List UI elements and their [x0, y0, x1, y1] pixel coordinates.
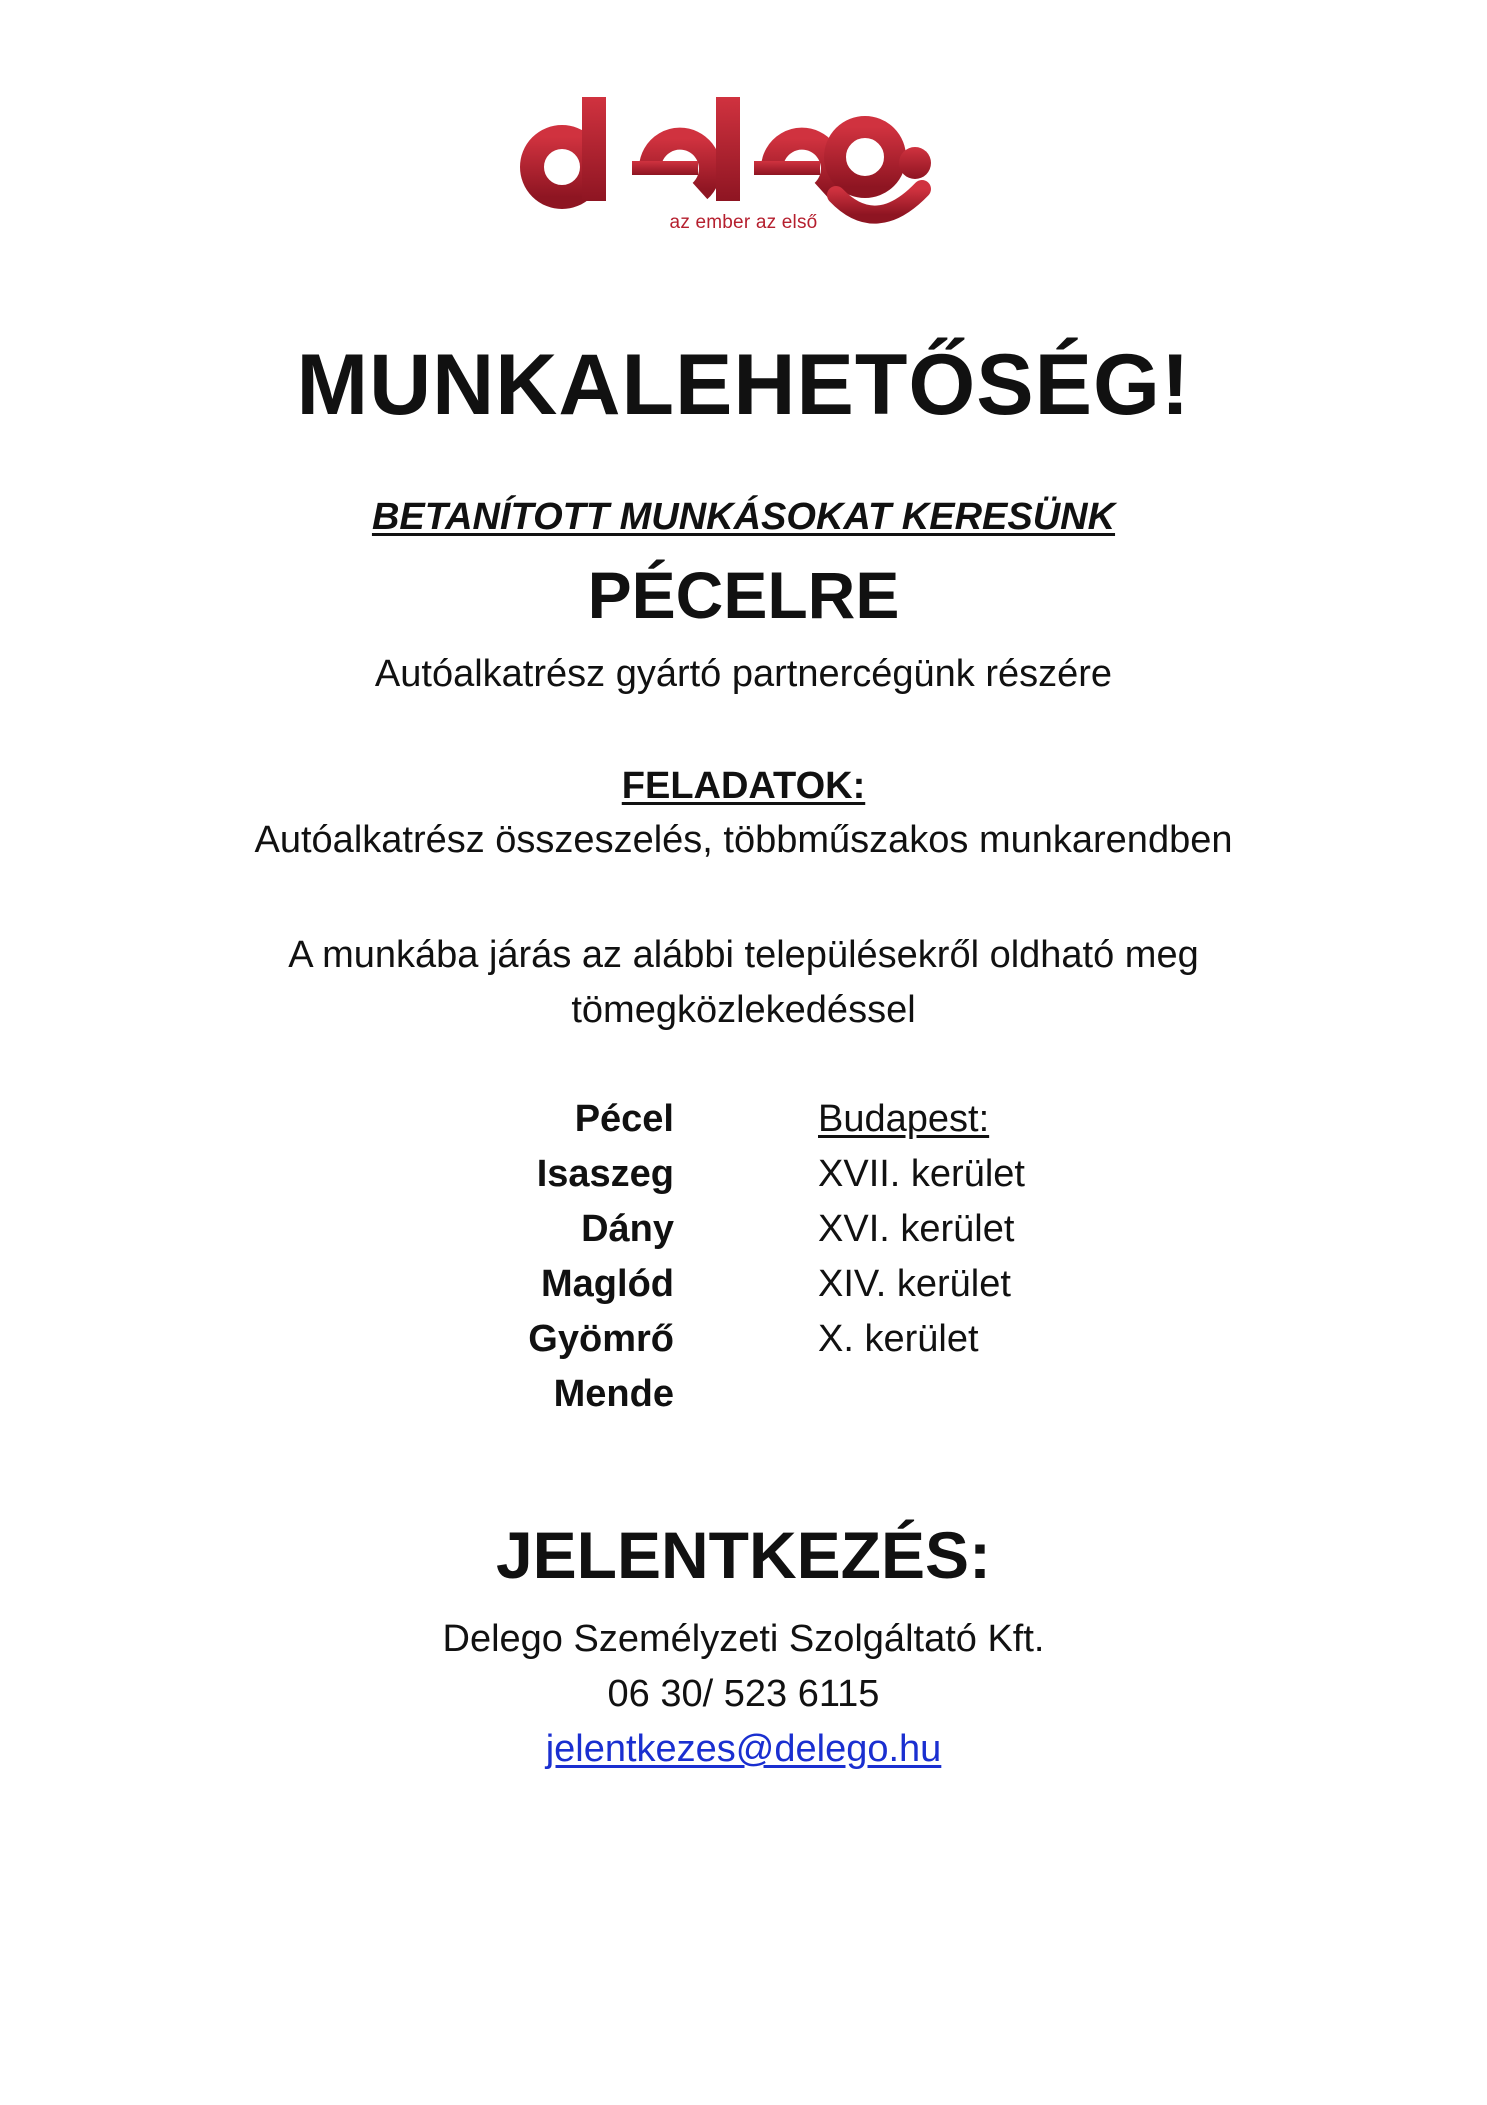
budapest-label: Budapest: [818, 1098, 990, 1140]
district-item: XVI. kerület [818, 1208, 1015, 1250]
tasks-description: Autóalkatrész összeszelés, többműszakos munkarendben [254, 819, 1233, 861]
district-item: XIV. kerület [818, 1263, 1011, 1305]
phone-number: 06 30/ 523 6115 [607, 1673, 880, 1715]
budapest-district-list [818, 1092, 1218, 1367]
job-location: PÉCELRE [587, 558, 900, 632]
town-list [460, 1092, 674, 1422]
town-item: Gyömrő [528, 1318, 674, 1360]
town-item: Dány [581, 1208, 674, 1250]
page-title: MUNKALEHETŐSÉG! [296, 337, 1191, 433]
town-item: Pécel [574, 1098, 674, 1140]
company-name: Delego Személyzeti Szolgáltató Kft. [442, 1618, 1045, 1660]
town-item: Isaszeg [536, 1153, 674, 1195]
tasks-title: FELADATOK: [621, 765, 866, 807]
brand-tagline: az ember az első [669, 212, 818, 233]
email-link[interactable]: jelentkezes@delego.hu [545, 1728, 942, 1770]
partner-line: Autóalkatrész gyártó partnercégünk részére [374, 653, 1113, 695]
contact-block [0, 1612, 1487, 1777]
job-subheading: BETANÍTOTT MUNKÁSOKAT KERESÜNK [371, 496, 1116, 538]
town-item: Maglód [541, 1263, 674, 1305]
town-item: Mende [553, 1373, 674, 1415]
commute-text: A munkába járás az alábbi településekről oldható meg tömegközlekedéssel [288, 934, 1199, 1031]
district-item: XVII. kerület [818, 1153, 1025, 1195]
district-item: X. kerület [818, 1318, 979, 1360]
apply-title: JELENTKEZÉS: [495, 1518, 992, 1592]
